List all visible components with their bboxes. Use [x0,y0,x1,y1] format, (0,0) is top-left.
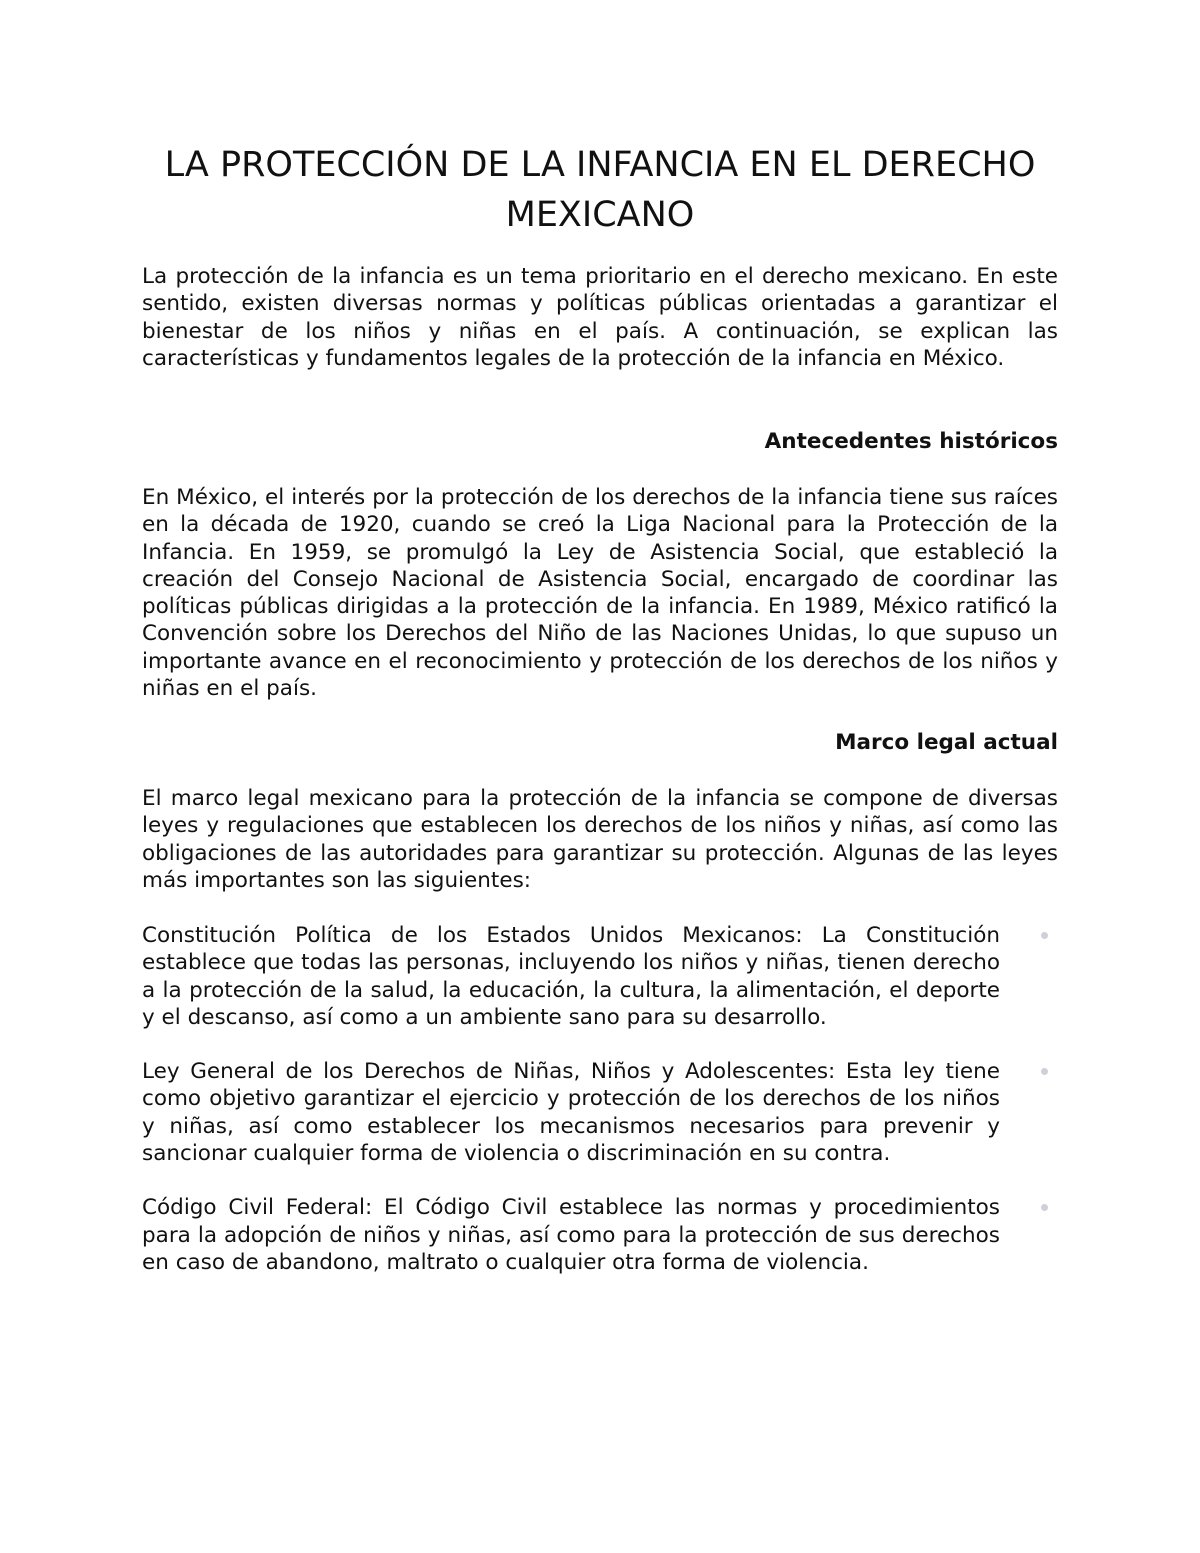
laws-list [142,922,1058,1303]
bullet-icon [1041,1204,1048,1211]
intro-block [142,263,1058,372]
section-heading-antecedentes: Antecedentes históricos [764,429,1058,454]
law-text: Constitución Política de los Estados Unidos Mexicanos: La Constitución establece que todas las personas, incluyendo los niños y niñas, tienen derecho a la protección de la salud, la educación, la cultura, la alimentación, el deporte y el descanso, así como a un ambiente sano para su desarrollo. [142,923,1000,1030]
document-title: LA PROTECCIÓN DE LA INFANCIA EN EL DERECHO MEXICANO [164,145,1036,235]
antecedentes-block [142,484,1058,702]
law-text: Ley General de los Derechos de Niñas, Niños y Adolescentes: Esta ley tiene como objetivo garantizar el ejercicio y protección de los derechos de los niños y niñas, así como establecer los mecanismos necesarios para prevenir y sancionar cualquier forma de violencia o discriminación en su contra. [142,1059,1000,1167]
list-item [142,922,1000,1031]
section-heading-marco-legal: Marco legal actual [835,730,1058,755]
marco-legal-block [142,785,1058,894]
list-item [142,1058,1000,1167]
marco-legal-paragraph: El marco legal mexicano para la protección de la infancia se compone de diversas leyes y regulaciones que establecen los derechos de los niños y niñas, así como las obligaciones de las autoridades para garantizar su protección. Algunas de las leyes más importantes son las siguientes: [142,786,1058,893]
list-item [142,1194,1000,1276]
intro-paragraph: La protección de la infancia es un tema prioritario en el derecho mexicano. En este sentido, existen diversas normas y políticas públicas orientadas a garantizar el bienestar de los niños y niñas en el país. A continuación, se explican las características y fundamentos legales de la protección de la infancia en México. [142,264,1058,371]
antecedentes-paragraph: En México, el interés por la protección de los derechos de la infancia tiene sus raíces en la década de 1920, cuando se creó la Liga Nacional para la Protección de la Infancia. En 1959, se promulgó la Ley de Asistencia Social, que estableció la creación del Consejo Nacional de Asistencia Social, encargado de coordinar las políticas públicas dirigidas a la protección de la infancia. En 1989, México ratificó la Convención sobre los Derechos del Niño de las Naciones Unidas, lo que supuso un importante avance en el reconocimiento y protección de los derechos de los niños y niñas en el país. [142,485,1058,702]
bullet-icon [1041,1068,1048,1075]
law-text: Código Civil Federal: El Código Civil establece las normas y procedimientos para la adopción de niños y niñas, así como para la protección de sus derechos en caso de abandono, maltrato o cualquier otra forma de violencia. [142,1195,1000,1275]
bullet-icon [1041,932,1048,939]
